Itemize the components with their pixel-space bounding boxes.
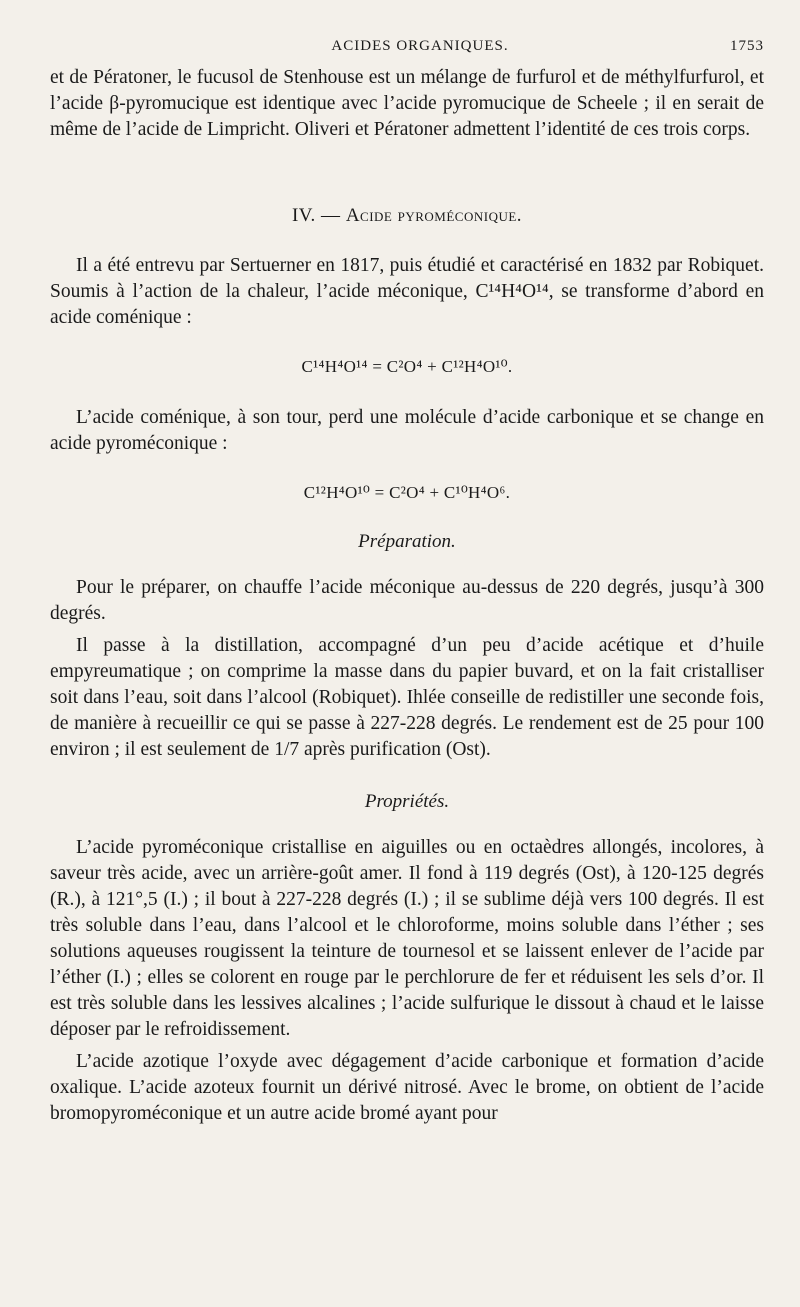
- formula-meconic: C¹⁴H⁴O¹⁴ = C²O⁴ + C¹²H⁴O¹⁰.: [301, 357, 513, 376]
- preparation-paragraph-1: Pour le préparer, on chauffe l’acide méconique au-dessus de 220 degrés, jusqu’à 300 degrés.: [50, 577, 764, 624]
- section-title: Acide pyroméconique.: [345, 205, 523, 226]
- preparation-paragraph-2: Il passe à la distillation, accompagné d’un peu d’acide acétique et d’huile empyreumatique ; on comprime la masse dans du papier buvard, et on la fait cristalliser soit dans l’eau, soit dans l’alcool (Robiquet). Ihlée conseille de redistiller une seconde fois, de manière à recueillir ce qui se passe à 227-228 degrés. Le rendement est de 25 pour 100 environ ; il est seulement de 1/7 après purification (Ost).: [50, 635, 764, 760]
- intro-paragraph: et de Pératoner, le fucusol de Stenhouse est un mélange de furfurol et de méthylfurfurol, et l’acide β-pyromucique est identique avec l’acide pyromucique de Scheele ; il en serait de même de l’acide de Limpricht. Oliveri et Pératoner admettent l’identité de ces trois corps.: [50, 67, 764, 140]
- proprietes-paragraph-1: L’acide pyroméconique cristallise en aiguilles ou en octaèdres allongés, incolores, à saveur très acide, avec un arrière-goût amer. Il fond à 119 degrés (Ost), à 120-125 degrés (R.), à 121°,5 (I.) ; il bout à 227-228 degrés (I.) ; il se sublime déjà vers 100 degrés. Il est très soluble dans l’eau, dans l’alcool et le chloroforme, moins soluble dans l’éther ; ses solutions aqueuses rougissent la teinture de tournesol et se laissent enlever de l’acide par l’éther (I.) ; elles se colorent en rouge par le perchlorure de fer et réduisent les sels d’or. Il est très soluble dans les lessives alcalines ; l’acide sulfurique le dissout à chaud et le laisse déposer par le refroidissement.: [50, 837, 764, 1040]
- running-header: [50, 38, 764, 55]
- page-number: 1753: [730, 38, 764, 54]
- section-number: IV. —: [291, 205, 341, 226]
- proprietes-paragraph-2: L’acide azotique l’oxyde avec dégagement d’acide carbonique et formation d’acide oxalique. L’acide azoteux fournit un dérivé nitrosé. Avec le brome, on obtient de l’acide bromopyroméconique et un autre acide bromé ayant pour: [50, 1051, 764, 1124]
- paragraph-history: Il a été entrevu par Sertuerner en 1817, puis étudié et caractérisé en 1832 par Robiquet. Soumis à l’action de la chaleur, l’acide méconique, C¹⁴H⁴O¹⁴, se transforme d’abord en acide coménique :: [50, 255, 764, 328]
- paragraph-comenic: L’acide coménique, à son tour, perd une molécule d’acide carbonique et se change en acide pyroméconique :: [50, 407, 764, 454]
- header-title: ACIDES ORGANIQUES.: [331, 38, 509, 54]
- proprietes-heading: Propriétés.: [364, 791, 450, 812]
- preparation-heading: Préparation.: [358, 531, 456, 552]
- section-heading: [50, 205, 764, 227]
- formula-comenic: C¹²H⁴O¹⁰ = C²O⁴ + C¹⁰H⁴O⁶.: [303, 483, 511, 502]
